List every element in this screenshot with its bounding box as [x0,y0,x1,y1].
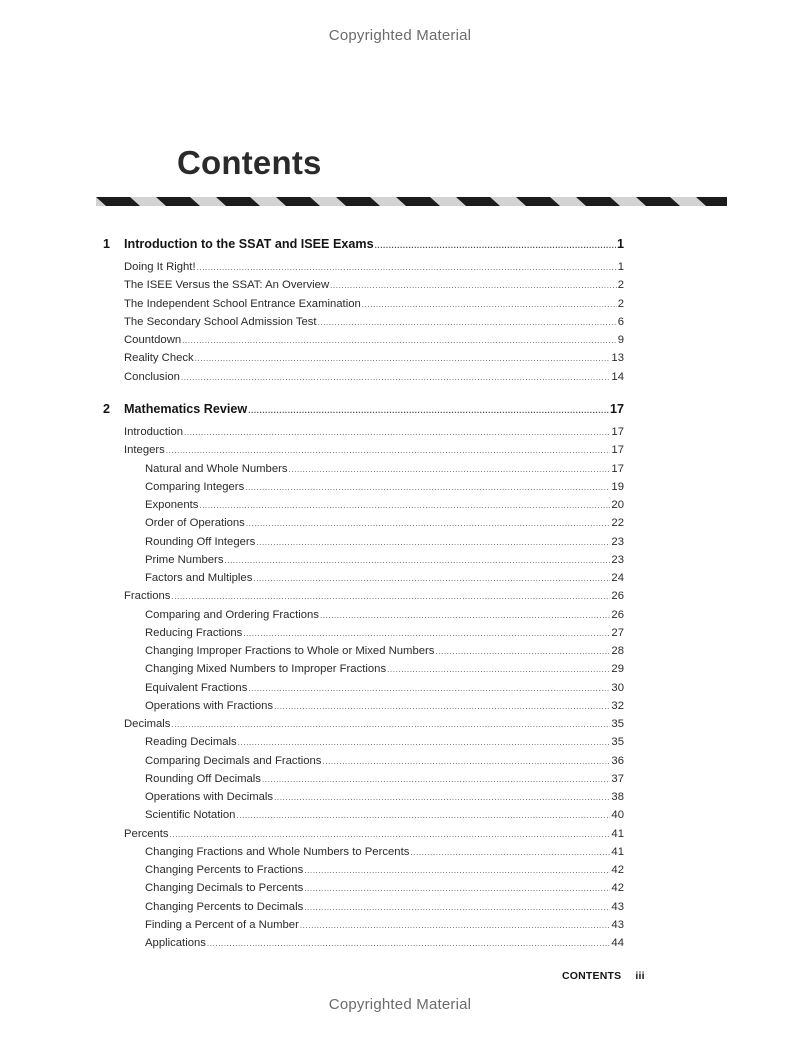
toc-subsection-entry[interactable] [145,681,624,696]
toc-section-entry[interactable] [124,260,624,275]
toc-page-number: 1 [616,237,624,251]
toc-subsection-entry[interactable] [145,808,624,823]
toc-entry-title: Percents [124,827,169,840]
toc-section-entry[interactable] [124,443,624,458]
toc-entry-title: Changing Mixed Numbers to Improper Fractions [145,663,387,676]
toc-entry-title: Mathematics Review [124,402,248,416]
toc-page-number: 13 [611,352,624,365]
toc-chapter-heading[interactable] [124,236,624,254]
toc-page-number: 30 [611,681,624,694]
toc-subsection-entry[interactable] [145,900,624,915]
dot-leader [375,238,616,254]
toc-entry-title: Scientific Notation [145,809,236,822]
toc-subsection-entry[interactable] [145,553,624,568]
toc-page-number: 14 [611,370,624,383]
toc-page-number: 44 [611,937,624,949]
toc-subsection-entry[interactable] [145,608,624,623]
toc-page-number: 2 [617,297,624,310]
toc-entry-title: Introduction [124,426,184,438]
toc-page-number: 6 [617,315,624,328]
toc-entry-title: Natural and Whole Numbers [145,462,288,475]
toc-page-number: 38 [611,791,624,803]
toc-page-number: 41 [611,845,624,858]
toc-entry-title: Countdown [124,334,182,346]
toc-section-entry[interactable] [124,315,624,330]
dot-leader [197,261,617,275]
toc-page-number: 36 [611,754,624,767]
toc-entry-title: The ISEE Versus the SSAT: An Overview [124,279,330,292]
dot-leader [330,279,617,293]
dot-leader [256,536,610,550]
toc-page-number: 22 [611,517,624,530]
toc-section-entry[interactable] [124,370,624,385]
toc-page-number: 43 [611,900,624,913]
toc-subsection-entry[interactable] [145,516,624,531]
toc-page-number: 35 [611,718,624,730]
toc-entry-title: Changing Percents to Fractions [145,864,304,876]
toc-page-number: 29 [611,663,624,676]
toc-page-number: 42 [611,864,624,876]
toc-subsection-entry[interactable] [145,936,624,951]
toc-entry-title: Integers [124,444,165,457]
dot-leader [362,298,617,312]
toc-section-entry[interactable] [124,717,624,732]
toc-section-entry[interactable] [124,351,624,366]
toc-subsection-entry[interactable] [145,626,624,641]
toc-entry-title: Comparing Decimals and Fractions [145,754,322,767]
toc-entry-title: Rounding Off Decimals [145,772,261,785]
toc-entry-title: Changing Percents to Decimals [145,900,304,913]
dot-leader [387,663,610,677]
toc-page-number: 26 [611,608,624,621]
chapter-number: 1 [103,237,111,251]
footer-section-label: CONTENTS [562,970,622,982]
toc-page-number: 41 [611,827,624,840]
dot-leader [248,403,609,419]
dot-leader [171,718,610,732]
toc-entry-title: Changing Improper Fractions to Whole or Mixed Numbers [145,645,435,657]
dot-leader [166,444,611,458]
dot-leader [171,590,610,604]
toc-page-number: 37 [611,772,624,785]
dot-leader [199,499,610,513]
toc-subsection-entry[interactable] [145,699,624,714]
toc-entry-title: Introduction to the SSAT and ISEE Exams [124,237,374,251]
toc-subsection-entry[interactable] [145,845,624,860]
running-footer [562,970,645,982]
dot-leader [289,463,611,477]
toc-entry-title: The Secondary School Admission Test [124,315,317,328]
toc-entry-title: Fractions [124,590,171,603]
toc-page-number: 26 [611,590,624,603]
toc-subsection-entry[interactable] [145,498,624,513]
toc-section-entry[interactable] [124,425,624,440]
toc-entry-title: Rounding Off Integers [145,535,256,548]
toc-subsection-entry[interactable] [145,881,624,896]
toc-entry-title: Reality Check [124,352,194,365]
dot-leader [304,882,610,896]
chapter-number: 2 [103,402,111,416]
dot-leader [318,316,617,330]
toc-page-number: 35 [611,736,624,749]
dot-leader [181,371,611,385]
dot-leader [410,846,610,860]
toc-entry-title: The Independent School Entrance Examination [124,297,361,310]
dot-leader [236,809,610,823]
toc-subsection-entry[interactable] [145,662,624,677]
dot-leader [207,937,611,951]
toc-entry-title: Operations with Fractions [145,699,274,712]
dot-leader [304,864,610,878]
toc-entry-title: Decimals [124,718,171,730]
toc-page-number: 20 [611,499,624,511]
toc-page-number: 32 [611,699,624,712]
toc-page-number: 24 [611,572,624,584]
toc-subsection-entry[interactable] [145,754,624,769]
toc-entry-title: Reducing Fractions [145,626,243,639]
toc-entry-title: Exponents [145,499,199,511]
dot-leader [262,773,610,787]
toc-entry-title: Equivalent Fractions [145,681,248,694]
toc-page-number: 43 [611,918,624,931]
toc-subsection-entry[interactable] [145,790,624,805]
toc-section-entry[interactable] [124,589,624,604]
toc-entry-title: Operations with Decimals [145,791,274,803]
page-folio: iii [635,970,645,982]
toc-page-number: 9 [617,334,624,346]
toc-page-number: 42 [611,882,624,895]
dot-leader [435,645,610,659]
toc-entry-title: Doing It Right! [124,261,196,273]
toc-page-number: 28 [611,645,624,657]
toc-section-entry[interactable] [124,297,624,312]
toc-entry-title: Factors and Multiples [145,572,253,584]
toc-page-number: 17 [609,402,624,416]
toc-entry-title: Applications [145,937,206,949]
toc-subsection-entry[interactable] [145,480,624,495]
toc-section-entry[interactable] [124,827,624,842]
copyright-watermark-bottom: Copyrighted Material [328,996,472,1013]
toc-page-number: 19 [611,480,624,493]
toc-entry-title: Comparing Integers [145,480,245,493]
dot-leader [245,481,610,495]
toc-entry-title: Order of Operations [145,517,245,530]
dot-leader [253,572,610,586]
toc-page-number: 2 [617,279,624,292]
dot-leader [224,554,610,568]
dot-leader [274,700,610,714]
dot-leader [304,901,610,915]
toc-page-number: 1 [617,261,624,273]
toc-subsection-entry[interactable] [145,863,624,878]
toc-page-number: 17 [611,426,624,438]
toc-chapter-heading[interactable] [124,401,624,419]
dot-leader [182,334,617,348]
toc-section-entry[interactable] [124,333,624,348]
toc-entry-title: Conclusion [124,370,180,383]
toc-subsection-entry[interactable] [145,644,624,659]
toc-subsection-entry[interactable] [145,535,624,550]
copyright-watermark-top: Copyrighted Material [328,27,472,44]
toc-page-number: 40 [611,809,624,822]
page-title: Contents [177,144,322,181]
dot-leader [243,627,610,641]
toc-page-number: 23 [611,535,624,548]
dot-leader [320,609,610,623]
dot-leader [246,517,611,531]
toc-page-number: 23 [611,553,624,566]
toc-entry-title: Changing Decimals to Percents [145,882,304,895]
toc-entry-title: Reading Decimals [145,736,237,749]
dot-leader [238,736,611,750]
toc-entry-title: Comparing and Ordering Fractions [145,608,319,621]
toc-entry-title: Prime Numbers [145,553,224,566]
dot-leader [248,682,610,696]
toc-subsection-entry[interactable] [145,772,624,787]
toc-entry-title: Changing Fractions and Whole Numbers to Percents [145,845,410,858]
dot-leader [195,352,611,366]
toc-section-entry[interactable] [124,278,624,293]
dot-leader [300,919,611,933]
dot-leader [274,791,610,805]
toc-page-number: 27 [611,626,624,639]
toc-subsection-entry[interactable] [145,918,624,933]
toc-subsection-entry[interactable] [145,571,624,586]
toc-entry-title: Finding a Percent of a Number [145,918,299,931]
dot-leader [170,828,611,842]
toc-page-number: 17 [611,462,624,475]
dot-leader [184,426,610,440]
dot-leader [322,755,610,769]
toc-page-number: 17 [611,444,624,457]
toc-subsection-entry[interactable] [145,735,624,750]
toc-subsection-entry[interactable] [145,462,624,477]
decorative-stripe-bar [96,197,727,206]
